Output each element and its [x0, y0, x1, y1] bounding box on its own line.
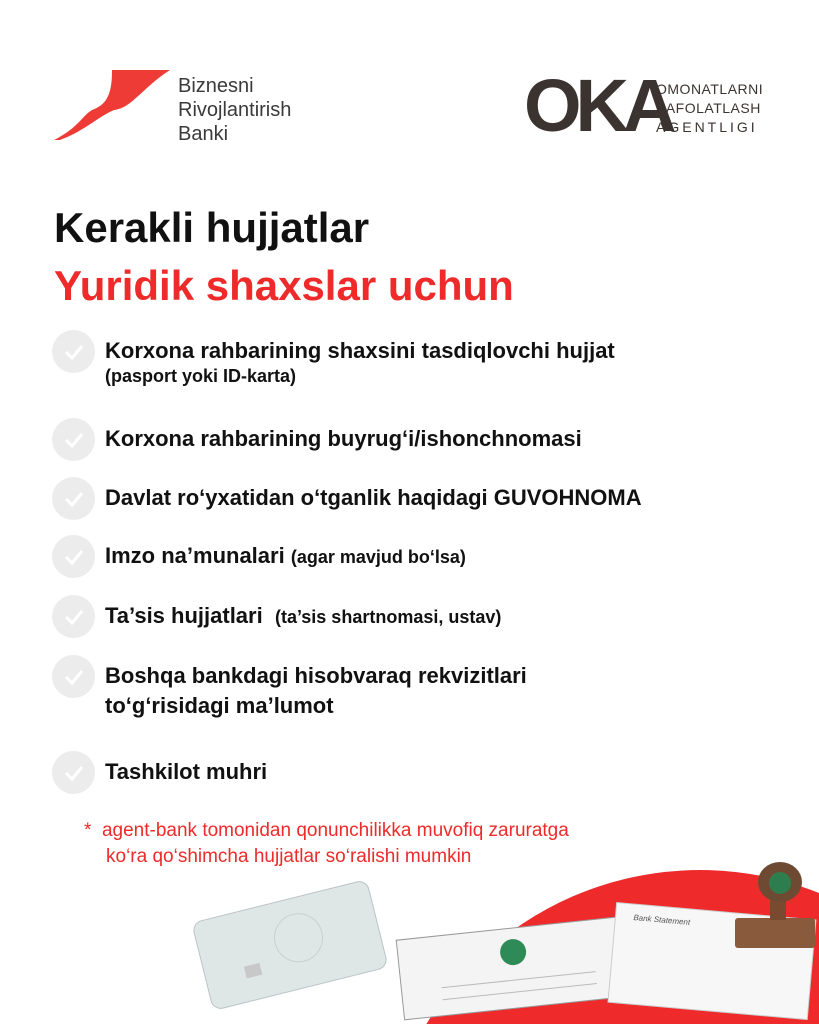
item-text: Davlat ro‘yxatidan o‘tganlik haqidagi GUVOHNOMA [105, 485, 642, 510]
item-subtext: (ta’sis shartnomasi, ustav) [274, 607, 502, 627]
agency-name-line: OMONATLARNI [656, 81, 764, 97]
item-text: Ta’sis hujjatlari [105, 603, 263, 628]
documents-illustration [0, 860, 819, 1024]
item-text: Imzo na’munalari [105, 543, 285, 568]
bank-name-line: Rivojlantirish [178, 99, 292, 121]
list-item [52, 330, 615, 387]
list-item [52, 751, 267, 794]
page-subtitle: Yuridik shaxslar uchun [54, 262, 514, 309]
item-text: Boshqa bankdagi hisobvaraq rekvizitlari [105, 663, 527, 688]
item-text: Tashkilot muhri [105, 759, 268, 784]
footnote-text: agent-bank tomonidan qonunchilikka muvofiq zaruratga [101, 820, 569, 841]
agency-name-line: KAFOLATLASH [656, 100, 761, 116]
check-icon [52, 418, 95, 461]
check-icon [52, 751, 95, 794]
bank-name-line: Biznesni [178, 75, 254, 97]
footnote-text: ko‘ra qo‘shimcha hujjatlar so‘ralishi mumkin [106, 846, 472, 867]
bank-name [178, 74, 291, 146]
agency-name-line: AGENTLIGI [656, 119, 758, 135]
list-item [52, 595, 501, 638]
item-subtext: (agar mavjud bo‘lsa) [290, 547, 466, 567]
item-text: to‘g‘risidagi ma’lumot [105, 693, 334, 718]
brb-logo-icon [52, 68, 172, 142]
statement-label: Bank Statement [633, 913, 691, 927]
list-item [52, 535, 466, 578]
item-subtext: (pasport yoki ID-karta) [105, 366, 297, 386]
check-icon [52, 477, 95, 520]
item-text: Korxona rahbarining shaxsini tasdiqlovchi hujjat [105, 338, 615, 363]
check-icon [52, 655, 95, 698]
check-icon [52, 330, 95, 373]
item-text: Korxona rahbarining buyrug‘i/ishonchnomasi [105, 426, 582, 451]
check-icon [52, 535, 95, 578]
page-title: Kerakli hujjatlar [54, 204, 370, 251]
footnote-star: * [84, 820, 92, 841]
list-item [52, 477, 642, 520]
agency-logo: OKA [524, 64, 671, 147]
check-icon [52, 595, 95, 638]
passport-icon [192, 880, 388, 1011]
agency-name [656, 80, 763, 137]
bank-name-line: Banki [178, 123, 229, 145]
list-item [52, 418, 582, 461]
list-item [52, 655, 527, 721]
